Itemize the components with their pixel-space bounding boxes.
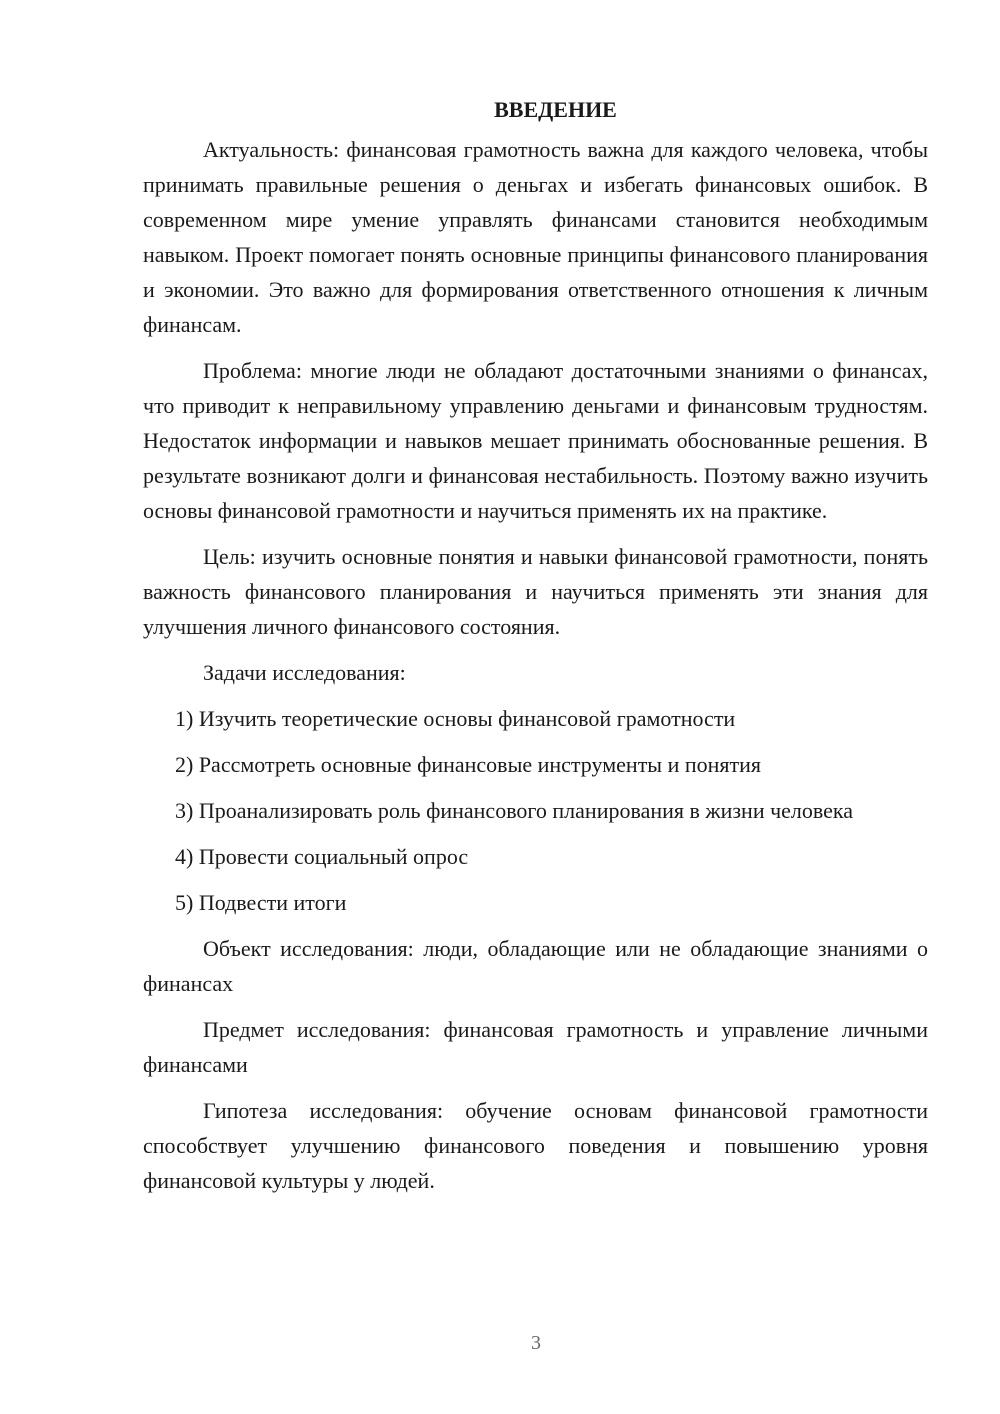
paragraph-problem: Проблема: многие люди не обладают достаточными знаниями о финансах, что приводит к неправильному управлению деньгами и финансовым трудностям. Недостаток информации и навыков мешает принимать обоснованные решения. В результате возникают долги и финансовая нестабильность. Поэтому важно изучить основы финансовой грамотности и научиться применять их на практике.: [143, 358, 928, 523]
list-item: 4) Провести социальный опрос: [175, 844, 469, 869]
list-item: 3) Проанализировать роль финансового планирования в жизни человека: [175, 798, 854, 823]
tasks-heading: Задачи исследования:: [203, 660, 406, 685]
list-item: 5) Подвести итоги: [175, 890, 347, 915]
page-number: 3: [531, 1332, 541, 1354]
paragraph-relevance: Актуальность: финансовая грамотность важна для каждого человека, чтобы принимать правильные решения о деньгах и избегать финансовых ошибок. В современном мире умение управлять финансами становится необходимым навыком. Проект помогает понять основные принципы финансового планирования и экономии. Это важно для формирования ответственного отношения к личным финансам.: [143, 137, 928, 337]
list-item: 2) Рассмотреть основные финансовые инструменты и понятия: [175, 752, 762, 777]
paragraph-goal: Цель: изучить основные понятия и навыки финансовой грамотности, понять важность финансового планирования и научиться применять эти знания для улучшения личного финансового состояния.: [143, 544, 928, 639]
page-title: ВВЕДЕНИЕ: [494, 97, 617, 122]
paragraph-object: Объект исследования: люди, обладающие или не обладающие знаниями о финансах: [143, 936, 928, 996]
paragraph-hypothesis: Гипотеза исследования: обучение основам финансовой грамотности способствует улучшению финансового поведения и повышению уровня финансовой культуры у людей.: [143, 1098, 928, 1193]
paragraph-subject: Предмет исследования: финансовая грамотность и управление личными финансами: [143, 1017, 928, 1077]
tasks-list: [143, 701, 928, 920]
list-item: 1) Изучить теоретические основы финансовой грамотности: [175, 706, 736, 731]
